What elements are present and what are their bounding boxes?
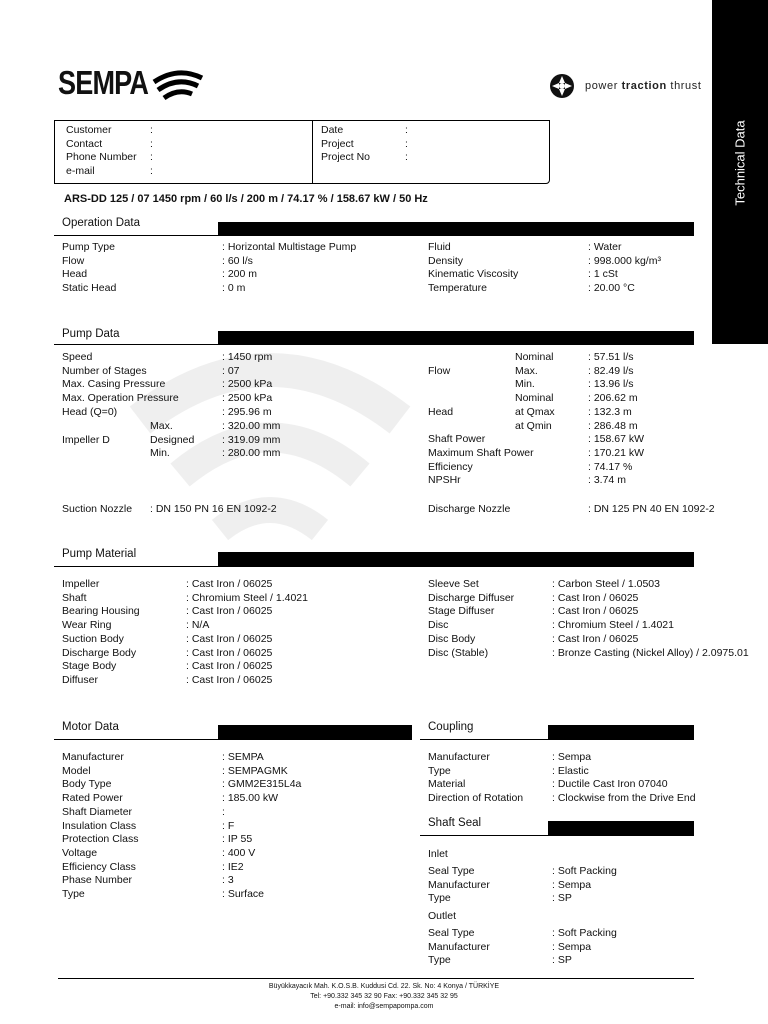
project-field-value: : [405, 124, 408, 136]
pump-field-label: Max. Casing Pressure [62, 378, 166, 391]
motor-field-value: : SEMPAGMK [222, 764, 288, 777]
pump-perf-group: Flow [428, 364, 451, 377]
pump-field-value: : 2500 kPa [222, 392, 273, 405]
customer-field-value: : [150, 165, 153, 178]
pump-perf-value: : 132.3 m [588, 405, 632, 418]
material-field-label: Stage Diffuser [428, 605, 495, 618]
coupling-field-value: : Sempa [552, 751, 592, 763]
operation-field-value: : 998.000 kg/m³ [588, 254, 661, 267]
operation-field-label: Pump Type [62, 241, 115, 253]
material-field-label: Disc [428, 619, 449, 632]
watermark-logo-icon [110, 300, 430, 620]
motor-field-value: : Surface [222, 888, 265, 900]
motor-field-label: Body Type [62, 778, 112, 791]
pump-perf-sub: Min. [515, 378, 535, 391]
footer-address: Büyükkayacık Mah. K.O.S.B. Kuddusi Cd. 22. Sk. No: 4 Konya / TÜRKİYE [268, 983, 500, 990]
material-field-value: : Cast Iron / 06025 [186, 660, 273, 673]
impeller-value: : 280.00 mm [222, 447, 281, 460]
pump-perf-value: : 13.96 l/s [588, 378, 634, 391]
motor-field-value: : IP 55 [222, 833, 253, 846]
material-field-label: Wear Ring [62, 619, 112, 632]
material-field-label: Disc Body [428, 632, 476, 645]
coupling-field-label: Direction of Rotation [428, 792, 524, 805]
pump-perf-group: Shaft Power [428, 433, 486, 446]
impeller-value: : 319.09 mm [222, 433, 281, 446]
seal-inlet-field-label: Type [428, 892, 451, 905]
operation-field-value: : Horizontal Multistage Pump [222, 241, 357, 253]
section-rule [54, 344, 694, 345]
section-title-motor: Motor Data [62, 721, 119, 733]
motor-field-label: Shaft Diameter [62, 805, 133, 818]
pump-field-value: : 295.96 m [222, 405, 272, 418]
seal-inlet-label: Inlet [428, 848, 448, 860]
seal-outlet-field-label: Type [428, 954, 451, 967]
section-title-shaft-seal: Shaft Seal [428, 817, 482, 829]
section-rule [54, 739, 412, 740]
pump-perf-value: : 74.17 % [588, 460, 633, 473]
operation-field-value: : Water [588, 241, 622, 253]
section-rule [54, 566, 694, 567]
project-field-label: Date [321, 124, 344, 136]
seal-inlet-field-value: : Sempa [552, 878, 592, 891]
motor-field-label: Phase Number [62, 874, 133, 887]
motor-field-value: : GMM2E315L4a [222, 778, 302, 791]
seal-outlet-field-value: : Sempa [552, 940, 592, 953]
propeller-logo-icon [549, 73, 575, 99]
material-field-label: Stage Body [62, 660, 117, 673]
section-bar [548, 725, 694, 739]
pump-perf-sub: Nominal [515, 392, 554, 405]
coupling-field-label: Material [428, 778, 466, 791]
operation-field-label: Kinematic Viscosity [428, 268, 519, 281]
material-field-label: Shaft [62, 591, 87, 604]
customer-field-value: : [150, 151, 153, 164]
impeller-sub-label: Min. [150, 447, 170, 460]
section-bar [218, 222, 694, 236]
seal-inlet-field-label: Manufacturer [428, 878, 490, 891]
brand-wave-icon [150, 68, 206, 104]
section-title-pump-data: Pump Data [62, 328, 120, 340]
pump-field-label: Number of Stages [62, 364, 147, 377]
material-field-label: Discharge Diffuser [428, 591, 515, 604]
operation-field-value: : 0 m [222, 282, 246, 295]
customer-field-value: : [150, 124, 153, 136]
coupling-field-value: : Clockwise from the Drive End [552, 792, 696, 805]
pump-field-value: : 1450 rpm [222, 351, 273, 363]
pump-field-value: : 07 [222, 364, 240, 377]
impeller-sub-label: Designed [150, 433, 195, 446]
material-field-label: Impeller [62, 578, 100, 590]
pump-perf-sub: Nominal [515, 351, 554, 363]
seal-outlet-field-label: Manufacturer [428, 940, 490, 953]
project-field-label: Project No [321, 151, 371, 164]
material-field-value: : Cast Iron / 06025 [186, 632, 273, 645]
section-rule [420, 739, 694, 740]
operation-field-value: : 60 l/s [222, 254, 253, 267]
material-field-value: : Cast Iron / 06025 [186, 578, 273, 590]
impeller-label: Impeller D [62, 434, 110, 446]
motor-field-label: Type [62, 888, 85, 900]
motor-field-label: Voltage [62, 846, 98, 859]
material-field-value: : Chromium Steel / 1.4021 [186, 591, 308, 604]
motor-field-value: : 185.00 kW [222, 792, 279, 805]
material-field-label: Suction Body [62, 632, 124, 645]
pump-perf-sub: at Qmax [515, 405, 555, 418]
footer-email: e-mail: info@sempapompa.com [334, 1003, 434, 1010]
material-field-value: : Cast Iron / 06025 [552, 591, 639, 604]
pump-perf-value: : 82.49 l/s [588, 364, 634, 377]
pump-perf-value: : 57.51 l/s [588, 351, 634, 363]
customer-field-label: e-mail [66, 165, 95, 178]
seal-outlet-field-label: Seal Type [428, 927, 475, 939]
brand-tagline: power traction thrust [585, 80, 702, 92]
motor-field-value: : 400 V [222, 846, 256, 859]
seal-inlet-field-label: Seal Type [428, 865, 475, 877]
suction-nozzle-value: : DN 150 PN 16 EN 1092-2 [150, 503, 277, 515]
section-bar [218, 552, 694, 566]
project-field-value: : [405, 137, 408, 150]
side-tab-label: Technical Data [732, 120, 748, 206]
material-field-value: : Cast Iron / 06025 [186, 646, 273, 659]
material-field-value: : Cast Iron / 06025 [186, 605, 273, 618]
customer-field-label: Phone Number [66, 151, 137, 164]
material-field-label: Discharge Body [62, 646, 137, 659]
pump-field-label: Max. Operation Pressure [62, 392, 179, 405]
material-field-value: : Chromium Steel / 1.4021 [552, 619, 674, 632]
coupling-field-value: : Elastic [552, 764, 589, 777]
motor-field-value: : IE2 [222, 860, 244, 873]
pump-field-value: : 2500 kPa [222, 378, 273, 391]
pump-perf-value: : 158.67 kW [588, 433, 645, 446]
project-field-label: Project [321, 137, 354, 150]
material-field-value: : Cast Iron / 06025 [552, 605, 639, 618]
customer-box-divider [312, 120, 313, 184]
impeller-sub-label: Max. [150, 420, 173, 432]
motor-field-value: : 3 [222, 874, 234, 887]
operation-field-value: : 200 m [222, 268, 258, 281]
motor-field-value: : [222, 805, 225, 818]
material-field-label: Disc (Stable) [428, 646, 489, 659]
material-field-label: Sleeve Set [428, 578, 479, 590]
pump-perf-group: Head [428, 405, 454, 418]
pump-perf-sub: at Qmin [515, 419, 552, 432]
section-rule [420, 835, 694, 836]
coupling-field-value: : Ductile Cast Iron 07040 [552, 778, 668, 791]
motor-field-label: Protection Class [62, 833, 139, 846]
section-rule [54, 235, 694, 236]
discharge-nozzle-label: Discharge Nozzle [428, 503, 511, 515]
operation-field-label: Fluid [428, 241, 451, 253]
customer-field-label: Contact [66, 137, 103, 150]
seal-outlet-field-value: : SP [552, 954, 572, 967]
pump-perf-group: Efficiency [428, 460, 473, 473]
operation-field-value: : 1 cSt [588, 268, 618, 281]
pump-perf-value: : 286.48 m [588, 419, 638, 432]
motor-field-label: Insulation Class [62, 819, 137, 832]
pump-perf-group: NPSHr [428, 474, 461, 487]
operation-field-label: Static Head [62, 282, 117, 295]
project-field-value: : [405, 151, 408, 164]
seal-outlet-field-value: : Soft Packing [552, 927, 617, 939]
motor-field-label: Efficiency Class [62, 860, 136, 873]
pump-field-label: Head (Q=0) [62, 405, 118, 418]
motor-field-value: : F [222, 819, 235, 832]
material-field-label: Diffuser [62, 673, 98, 686]
impeller-value: : 320.00 mm [222, 420, 281, 432]
material-field-value: : N/A [186, 619, 210, 632]
coupling-field-label: Manufacturer [428, 751, 490, 763]
operation-field-label: Head [62, 268, 88, 281]
pump-summary-title: ARS-DD 125 / 07 1450 rpm / 60 l/s / 200 m / 74.17 % / 158.67 kW / 50 Hz [64, 193, 428, 205]
pump-perf-value: : 206.62 m [588, 392, 638, 405]
material-field-value: : Cast Iron / 06025 [552, 632, 639, 645]
footer-rule [58, 978, 694, 979]
pump-perf-value: : 3.74 m [588, 474, 626, 487]
section-bar [548, 821, 694, 835]
operation-field-value: : 20.00 °C [588, 282, 635, 295]
material-field-value: : Cast Iron / 06025 [186, 673, 273, 686]
section-title-coupling: Coupling [428, 721, 474, 733]
motor-field-label: Rated Power [62, 792, 123, 805]
pump-perf-group: Maximum Shaft Power [428, 446, 534, 459]
motor-field-value: : SEMPA [222, 751, 264, 763]
seal-inlet-field-value: : Soft Packing [552, 865, 617, 877]
coupling-field-label: Type [428, 764, 451, 777]
pump-field-label: Speed [62, 351, 93, 363]
material-field-label: Bearing Housing [62, 605, 140, 618]
operation-field-label: Flow [62, 254, 85, 267]
customer-field-value: : [150, 137, 153, 150]
operation-field-label: Temperature [428, 282, 487, 295]
material-field-value: : Carbon Steel / 1.0503 [552, 578, 660, 590]
motor-field-label: Manufacturer [62, 751, 124, 763]
customer-field-label: Customer [66, 124, 112, 136]
seal-outlet-label: Outlet [428, 910, 457, 922]
section-title-operation: Operation Data [62, 217, 140, 229]
pump-perf-sub: Max. [515, 364, 538, 377]
section-title-material: Pump Material [62, 548, 137, 560]
discharge-nozzle-value: : DN 125 PN 40 EN 1092-2 [588, 503, 715, 515]
section-bar [218, 331, 694, 345]
suction-nozzle-label: Suction Nozzle [62, 503, 133, 515]
pump-perf-value: : 170.21 kW [588, 446, 645, 459]
seal-inlet-field-value: : SP [552, 892, 572, 905]
operation-field-label: Density [428, 254, 464, 267]
motor-field-label: Model [62, 764, 91, 777]
brand-logo-text: SEMPA [58, 64, 149, 101]
footer-phone: Tel: +90.332 345 32 90 Fax: +90.332 345 32 95 [310, 993, 458, 1000]
section-bar [218, 725, 412, 739]
material-field-value: : Bronze Casting (Nickel Alloy) / 2.0975.01 [552, 646, 749, 659]
